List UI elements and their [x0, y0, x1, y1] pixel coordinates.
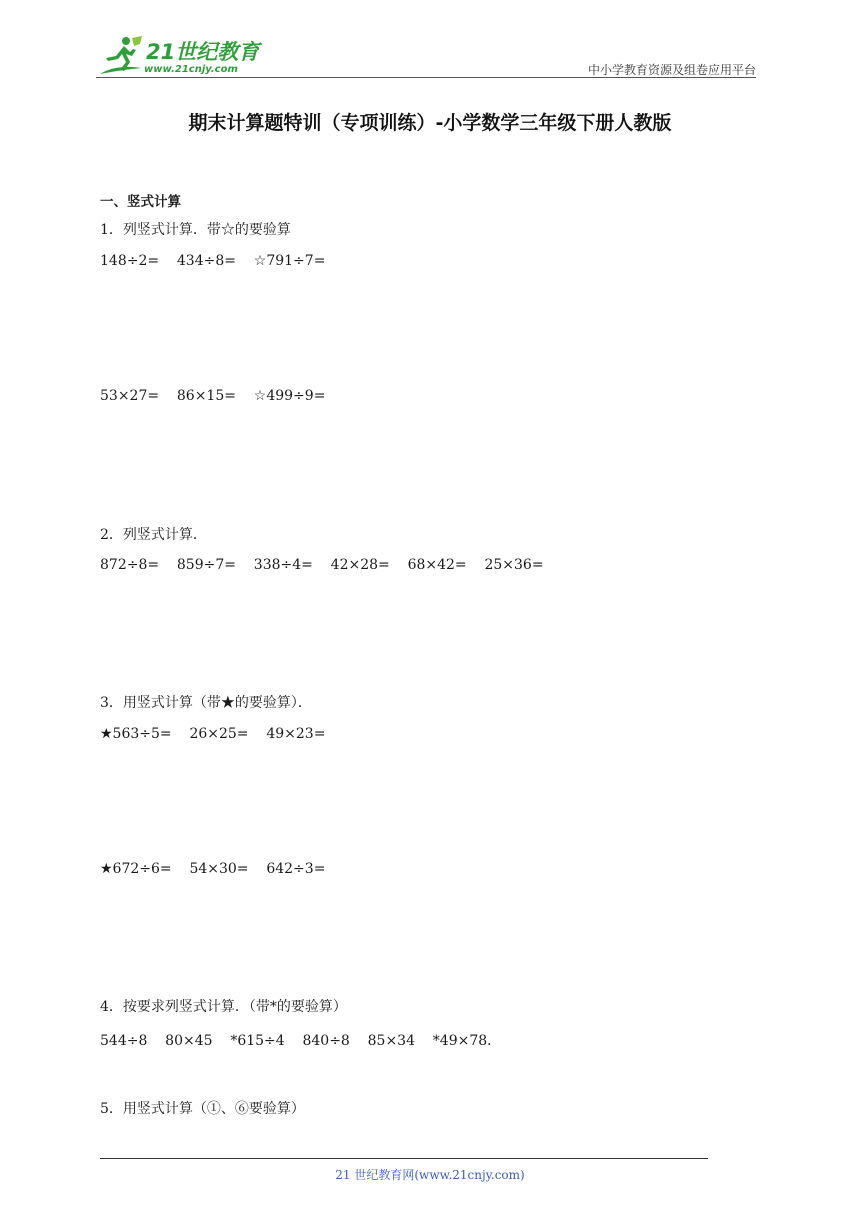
platform-name: 中小学教育资源及组卷应用平台 [587, 63, 756, 77]
page-title: 期末计算题特训（专项训练）-小学数学三年级下册人教版 [188, 112, 672, 134]
problem-line: 872÷8= 859÷7= 338÷4= 42×28= 68×42= 25×36= [100, 557, 544, 573]
problem-line: ★672÷6= 54×30= 642÷3= [100, 861, 326, 877]
page-header [96, 30, 756, 80]
header-divider [96, 77, 756, 78]
question-label: 1．列竖式计算．带☆的要验算 [100, 222, 291, 238]
footer-text: 21 世纪教育网(www.21cnjy.com) [335, 1168, 525, 1182]
logo-text: 21世纪教育 [146, 40, 260, 64]
footer-divider [100, 1158, 708, 1159]
question-label: 2．列竖式计算． [100, 527, 207, 543]
logo [96, 34, 266, 78]
question-label: 5．用竖式计算（①、⑥要验算） [100, 1101, 305, 1117]
section-title: 一、竖式计算 [100, 194, 181, 210]
question-label: 4．按要求列竖式计算．（带*的要验算） [100, 999, 347, 1015]
problem-line: 53×27= 86×15= ☆499÷9= [100, 388, 326, 404]
logo-url: www.21cnjy.com [144, 64, 238, 75]
runner-logo-icon [96, 34, 146, 78]
problem-line: ★563÷5= 26×25= 49×23= [100, 726, 326, 742]
question-label: 3．用竖式计算（带★的要验算）． [100, 695, 312, 711]
problem-line: 148÷2= 434÷8= ☆791÷7= [100, 253, 326, 269]
problem-line: 544÷8 80×45 *615÷4 840÷8 85×34 *49×78． [100, 1033, 502, 1049]
